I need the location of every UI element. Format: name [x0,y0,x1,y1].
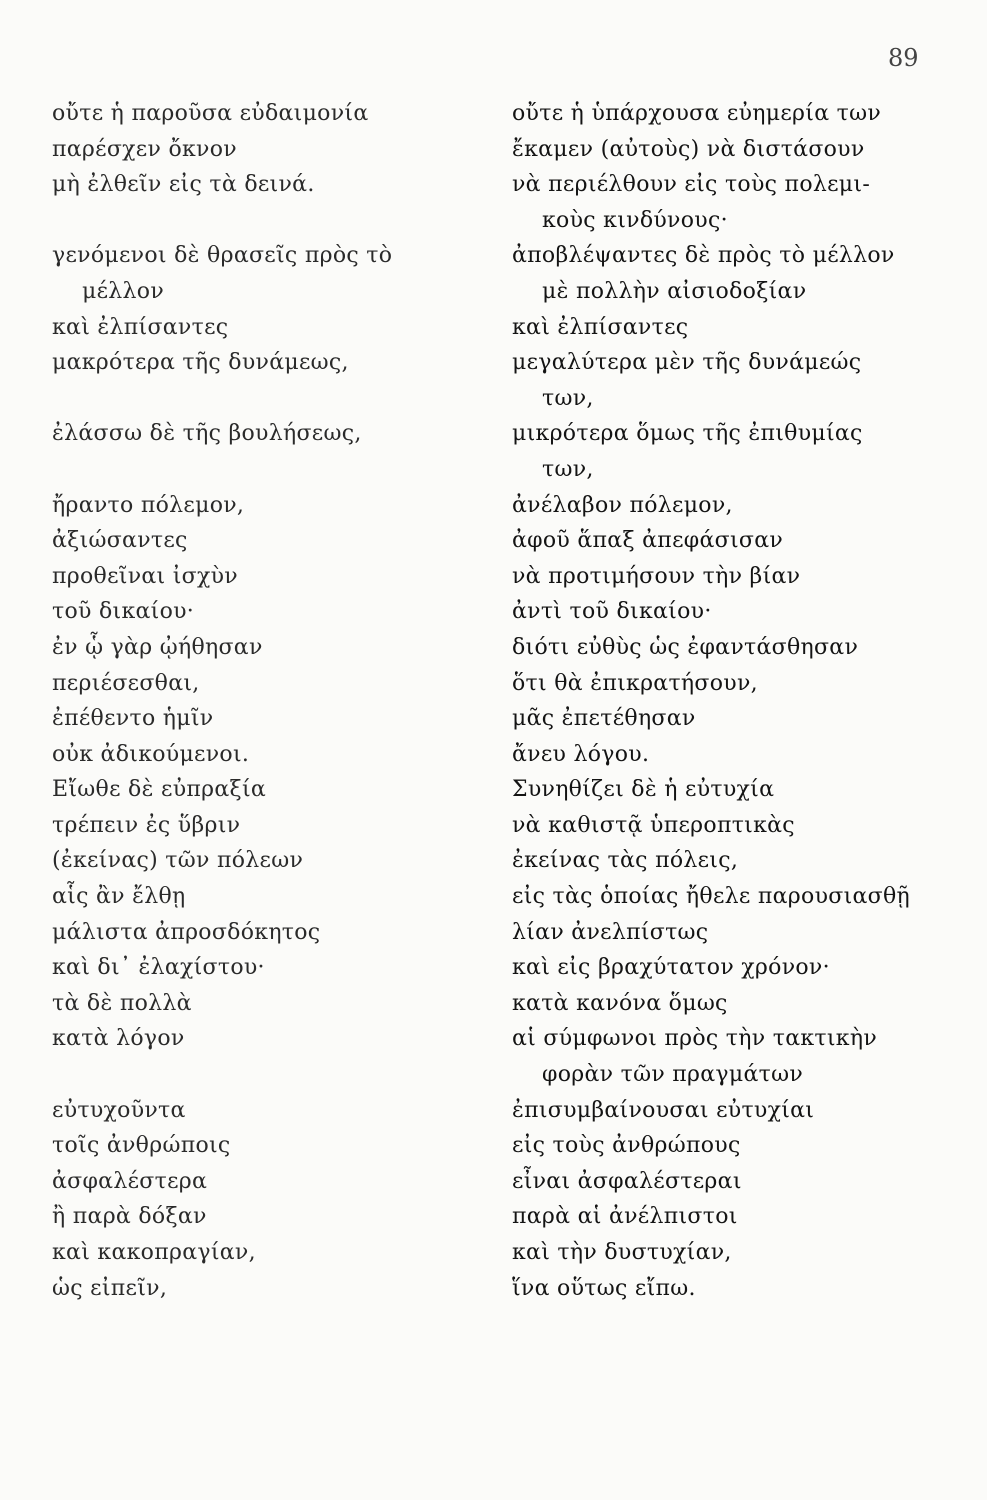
ancient-text-line [52,452,472,488]
translation-line: εἶναι ἀσφαλέστεραι [512,1168,742,1194]
ancient-text-line: ἀξιώσαντες [52,528,188,554]
ancient-text-line: ἐπέθεντο ἡμῖν [52,706,214,732]
page-number: 89 [888,44,919,72]
ancient-text-line: περιέσεσθαι, [52,670,200,696]
ancient-text-line: τὰ δὲ πολλὰ [52,990,192,1016]
translation-line: ἔκαμεν (αὐτοὺς) νὰ διστάσουν [512,136,865,162]
ancient-text-line: ὡς εἰπεῖν, [52,1275,168,1301]
modern-greek-translation-column [512,96,932,1306]
translation-line: καὶ τὴν δυστυχίαν, [512,1240,732,1265]
ancient-greek-text-column [52,96,472,1306]
translation-line: διότι εὐθὺς ὡς ἐφαντάσθησαν [512,634,859,660]
ancient-text-line: Εἴωθε δὲ εὐπραξία [52,777,267,803]
ancient-text-line: αἷς ἂν ἔλθῃ [52,884,186,910]
ancient-text-line: εὐτυχοῦντα [52,1097,186,1123]
ancient-text-line: μὴ ἐλθεῖν εἰς τὰ δεινά. [52,172,315,198]
translation-line: κοὺς κινδύνους· [542,207,728,233]
translation-line: μὲ πολλὴν αἰσιοδοξίαν [542,278,807,304]
ancient-text-line: καὶ κακοπραγίαν, [52,1240,256,1265]
ancient-text-line: προθεῖναι ἰσχὺν [52,563,238,589]
ancient-text-line: ἤραντο πόλεμον, [52,492,245,518]
translation-line: ὅτι θὰ ἐπικρατήσουν, [512,670,758,696]
translation-line: ἀφοῦ ἅπαξ ἀπεφάσισαν [512,528,784,554]
translation-line: αἱ σύμφωνοι πρὸς τὴν τακτικὴν [512,1026,877,1052]
ancient-text-line: τοῖς ἀνθρώποις [52,1133,231,1159]
ancient-text-line: μέλλον [82,278,165,304]
ancient-text-line: (ἐκείνας) τῶν πόλεων [52,848,304,874]
ancient-text-line: τρέπειν ἐς ὕβριν [52,812,241,838]
translation-line: ἄνευ λόγου. [512,741,650,767]
translation-line: καὶ ἐλπίσαντες [512,314,689,340]
ancient-text-line: ἐν ᾧ γὰρ ᾠήθησαν [52,634,263,660]
ancient-text-line: κατὰ λόγον [52,1026,185,1052]
translation-line: των, [542,385,594,411]
translation-line: ἐπισυμβαίνουσαι εὐτυχίαι [512,1097,815,1123]
translation-line: οὔτε ἡ ὑπάρχουσα εὐημερία των [512,101,882,126]
ancient-text-line: παρέσχεν ὄκνον [52,136,237,162]
translation-line: ἀποβλέψαντες δὲ πρὸς τὸ μέλλον [512,243,895,269]
ancient-text-line: τοῦ δικαίου· [52,599,195,625]
translation-line: μεγαλύτερα μὲν τῆς δυνάμεώς [512,350,862,376]
translation-line: λίαν ἀνελπίστως [512,919,709,945]
translation-line: ἵνα οὕτως εἴπω. [512,1275,696,1301]
ancient-text-line: μακρότερα τῆς δυνάμεως, [52,350,349,376]
translation-line: μᾶς ἐπετέθησαν [512,706,696,732]
translation-line: φορὰν τῶν πραγμάτων [542,1062,804,1088]
translation-line: εἰς τὰς ὁποίας ἤθελε παρουσιασθῇ [512,884,910,910]
ancient-text-line [52,381,472,417]
translation-line: νὰ καθιστᾷ ὑπεροπτικὰς [512,812,795,838]
translation-line: κατὰ κανόνα ὅμως [512,990,728,1016]
ancient-text-line: ἐλάσσω δὲ τῆς βουλήσεως, [52,421,362,447]
translation-line: ἀντὶ τοῦ δικαίου· [512,599,712,625]
translation-line: παρὰ αἱ ἀνέλπιστοι [512,1204,738,1230]
ancient-text-line [52,1057,472,1093]
translation-line: Συνηθίζει δὲ ἡ εὐτυχία [512,777,775,803]
ancient-text-line: μάλιστα ἀπροσδόκητος [52,919,321,945]
ancient-text-line: γενόμενοι δὲ θρασεῖς πρὸς τὸ [52,243,393,269]
ancient-text-line: οὐκ ἀδικούμενοι. [52,741,250,767]
translation-line: μικρότερα ὅμως τῆς ἐπιθυμίας [512,421,863,447]
ancient-text-line: ἢ παρὰ δόξαν [52,1204,207,1230]
ancient-text-line: καὶ ἐλπίσαντες [52,314,229,340]
ancient-text-line: ἀσφαλέστερα [52,1168,208,1194]
translation-line: νὰ προτιμήσουν τὴν βίαν [512,563,801,589]
ancient-text-line: καὶ δι᾽ ἐλαχίστου· [52,955,265,981]
translation-line: καὶ εἰς βραχύτατον χρόνον· [512,955,830,981]
ancient-text-line [52,203,472,239]
translation-line: νὰ περιέλθουν εἰς τοὺς πολεμι- [512,172,871,198]
translation-line: των, [542,456,594,482]
translation-line: εἰς τοὺς ἀνθρώπους [512,1133,741,1159]
translation-line: ἐκείνας τὰς πόλεις, [512,848,739,874]
ancient-text-line: οὔτε ἡ παροῦσα εὐδαιμονία [52,101,369,126]
translation-line: ἀνέλαβον πόλεμον, [512,492,733,518]
